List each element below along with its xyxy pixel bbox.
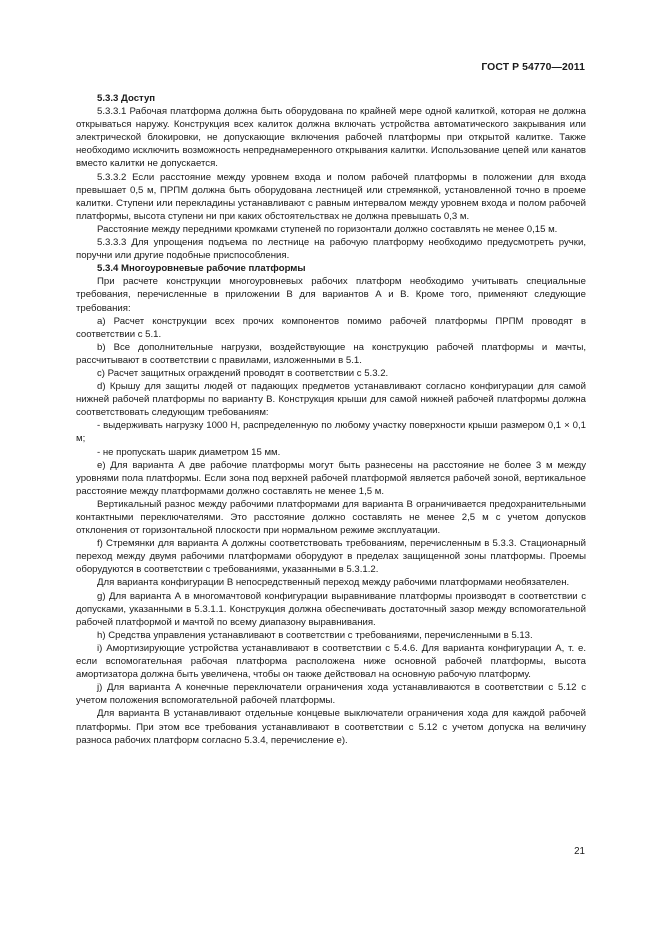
list-item-j-continued: Для варианта В устанавливают отдельные концевые выключатели ограничения хода для каждой рабочей платформы. При этом все требования устанавливают в соответствии с 5.12 с учетом допуска на величину разноса рабочих платформ согласно 5.3.4, перечисление е). [76,708,586,746]
list-item-g: g) Для варианта А в многомачтовой конфигурации выравнивание платформы производят в соответствии с допусками, указанными в 5.3.1.1. Конструкция должна обеспечивать достаточный зазор между вспомогательной рабочей платформой и мачтой по всему диапазону выравнивания. [76,590,586,628]
list-item-d-dash-1: - выдерживать нагрузку 1000 Н, распределенную по любому участку поверхности крыши размером 0,1 × 0,1 м; [76,420,586,445]
list-item-a: a) Расчет конструкции всех прочих компонентов помимо рабочей платформы ПРПМ проводят в соответствии с 5.1. [76,315,586,340]
list-item-h: h) Средства управления устанавливают в соответствии с требованиями, перечисленными в 5.13. [97,629,533,641]
list-item-e-continued: Вертикальный разнос между рабочими платформами для варианта В ограничивается предохранительными контактными переключателями. Это расстояние должно составлять не менее 2,5 м с учетом допусков отклонения от горизонтальной плоскости при нормальном режиме эксплуатации. [76,498,586,537]
list-item-d-dash-2: - не пропускать шарик диаметром 15 мм. [97,446,281,458]
page-number: 21 [574,846,585,857]
list-item-f-continued: Для варианта конфигурации В непосредственный переход между рабочими платформами необязателен. [97,577,570,589]
list-item-d: d) Крышу для защиты людей от падающих предметов устанавливают согласно конфигурации для самой нижней рабочей платформы по варианту В. Конструкция крыши для самой нижней рабочей платформы должна соответствовать следующим требованиям: [76,381,586,419]
list-item-f: f) Стремянки для варианта А должны соответствовать требованиям, перечисленным в 5.3.3. Стационарный переход между двумя рабочими платформами оборудуют в пределах защищенной зоны платформы. Проемы оборудуются в соответствии с требованиями, указанными в 5.3.1.2. [76,538,586,576]
list-item-e: e) Для варианта А две рабочие платформы могут быть разнесены на расстояние не более 3 м между уровнями пола платформы. Если зона под верхней рабочей платформой является рабочей зоной, вертикальное расстояние между платформами должно составлять не менее 1,5 м. [76,459,586,497]
document-body [76,92,586,747]
paragraph-5-3-4-intro: При расчете конструкции многоуровневых рабочих платформ необходимо учитывать специальные требования, перечисленные в приложении В для вариантов А и В. Кроме того, применяют следующие требования: [76,276,586,314]
paragraph-5-3-3-2: 5.3.3.2 Если расстояние между уровнем входа и полом рабочей платформы в положении для входа превышает 0,5 м, ПРПМ должна быть оборудована лестницей или стремянкой, установленной точно в проеме калитки. Ступени или перекладины устанавливают с равным интервалом между уровнем входа и полом рабочей платформы, высота ступени ни при каких обстоятельствах не должна превышать 0,3 м. [76,171,586,222]
standard-designation: ГОСТ Р 54770—2011 [481,62,585,73]
section-heading-5-3-4: 5.3.4 Многоуровневые рабочие платформы [97,263,306,275]
section-heading-5-3-3: 5.3.3 Доступ [97,93,156,104]
paragraph-step-spacing: Расстояние между передними кромками ступеней по горизонтали должно составлять не менее 0,15 м. [97,223,558,235]
list-item-c: c) Расчет защитных ограждений проводят в соответствии с 5.3.2. [97,367,389,379]
list-item-j: j) Для варианта А конечные переключатели ограничения хода устанавливаются в соответствии с 5.12 с учетом положения вспомогательной рабочей платформы. [76,682,586,707]
paragraph-5-3-3-1: 5.3.3.1 Рабочая платформа должна быть оборудована по крайней мере одной калиткой, которая не должна открываться наружу. Конструкция всех калиток должна включать устройства автоматического закрывания или электрической блокировки, не допускающие включения рабочей платформы при открытой калитке. Также необходимо исключить возможность непреднамеренного открывания калитки. Использование цепей или канатов вместо калитки не допускается. [76,106,586,170]
paragraph-5-3-3-3: 5.3.3.3 Для упрощения подъема по лестнице на рабочую платформу необходимо предусмотреть ручки, поручни или другие подобные приспособления. [76,237,586,262]
list-item-i: i) Амортизирующие устройства устанавливают в соответствии с 5.4.6. Для варианта конфигурации А, т. е. если вспомогательная рабочая платформа расположена ниже основной рабочей платформы, высота амортизатора должна быть увеличена, чтобы он также действовал на основную рабочую платформу. [76,642,586,681]
list-item-b: b) Все дополнительные нагрузки, воздействующие на конструкцию рабочей платформы и мачты, рассчитывают в соответствии с правилами, изложенными в 5.1. [76,341,586,366]
